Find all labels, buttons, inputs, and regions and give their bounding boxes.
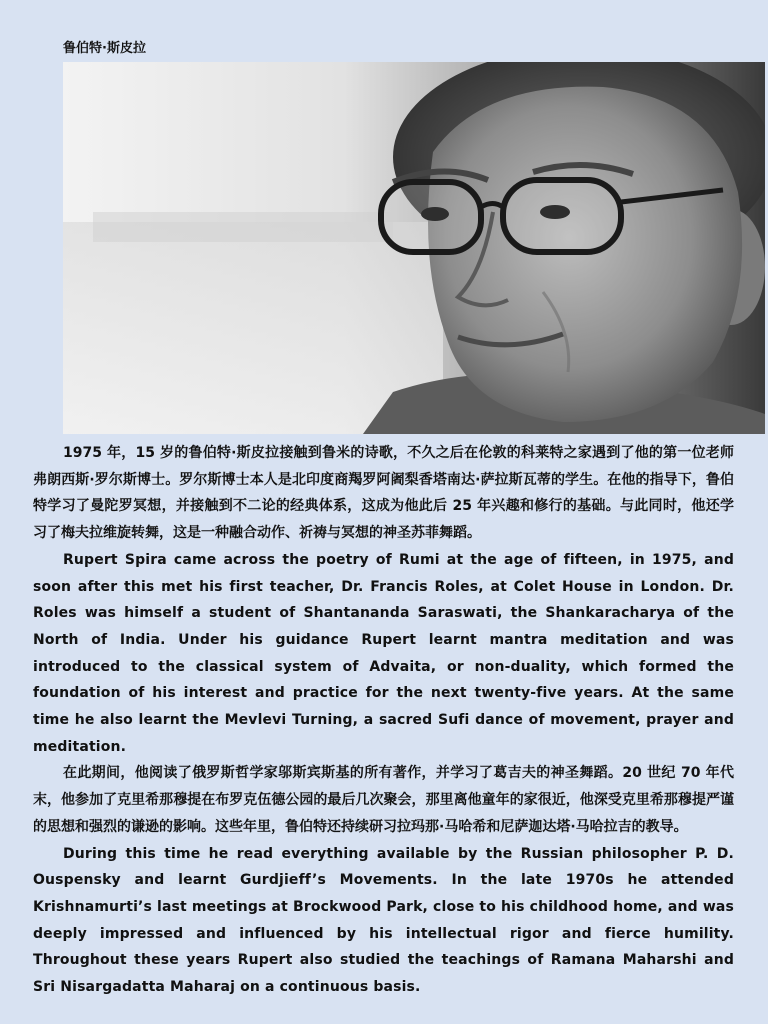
portrait-photo	[63, 62, 765, 434]
paragraph-en-2: During this time he read everything available by the Russian philosopher P. D. Ouspensky and learnt Gurdjieff’s Movements. In the late 1970s he attended Krishnamurti’s last meetings at Brockwood Park, close to his childhood home, and was deeply impressed and influenced by his intellectual rigor and fierce humility. Throughout these years Rupert also studied the teachings of Ramana Maharshi and Sri Nisargadatta Maharaj on a continuous basis.	[33, 845, 734, 996]
photo-caption: 鲁伯特·斯皮拉	[63, 41, 146, 56]
portrait-image	[63, 62, 765, 434]
article-body	[33, 440, 734, 1001]
paragraph-zh-2: 在此期间，他阅读了俄罗斯哲学家邬斯宾斯基的所有著作，并学习了葛吉夫的神圣舞蹈。20 世纪 70 年代末，他参加了克里希那穆提在布罗克伍德公园的最后几次聚会，那里离他童年的家很近，他深受克里希那穆提严谨的思想和强烈的谦逊的影响。这些年里，鲁伯特还持续研习拉玛那·马哈希和尼萨迦达塔·马哈拉吉的教导。	[33, 765, 734, 835]
paragraph-zh-1: 1975 年，15 岁的鲁伯特·斯皮拉接触到鲁米的诗歌，不久之后在伦敦的科莱特之家遇到了他的第一位老师弗朗西斯·罗尔斯博士。罗尔斯博士本人是北印度商羯罗阿阇梨香塔南达·萨拉斯瓦蒂的学生。在他的指导下，鲁伯特学习了曼陀罗冥想，并接触到不二论的经典体系，这成为他此后 25 年兴趣和修行的基础。与此同时，他还学习了梅夫拉维旋转舞，这是一种融合动作、祈祷与冥想的神圣苏菲舞蹈。	[33, 445, 734, 542]
paragraph-en-1: Rupert Spira came across the poetry of Rumi at the age of fifteen, in 1975, and soon after this met his first teacher, Dr. Francis Roles, at Colet House in London. Dr. Roles was himself a student of Shantananda Saraswati, the Shankaracharya of the North of India. Under his guidance Rupert learnt mantra meditation and was introduced to the classical system of Advaita, or non-duality, which formed the foundation of his interest and practice for the next twenty-five years. At the same time he also learnt the Mevlevi Turning, a sacred Sufi dance of movement, prayer and meditation.	[33, 551, 734, 755]
